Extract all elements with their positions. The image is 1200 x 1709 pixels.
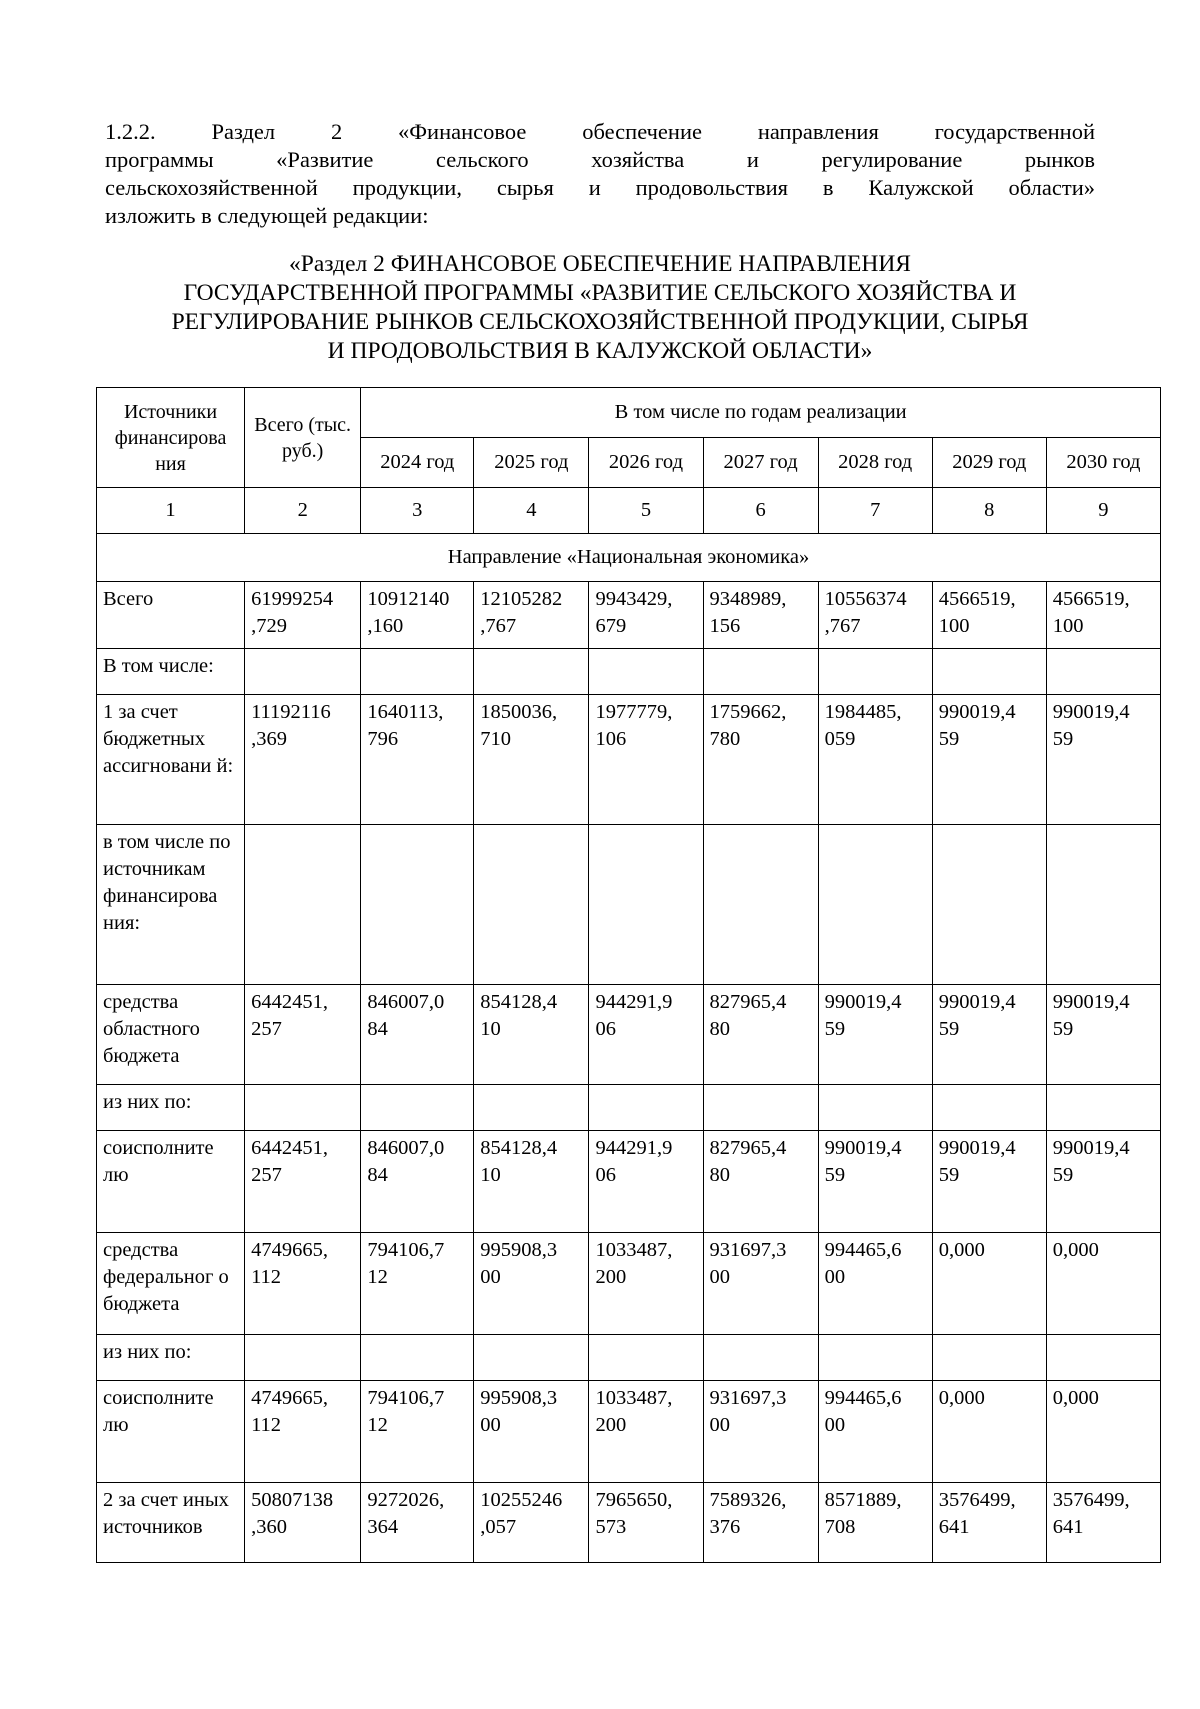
row-value: 995908,3 00	[474, 1233, 589, 1335]
row-value: 4566519, 100	[1046, 582, 1160, 649]
row-value: 10912140 ,160	[361, 582, 474, 649]
row-value: 12105282 ,767	[474, 582, 589, 649]
row-value	[589, 1085, 703, 1131]
row-value: 1759662, 780	[703, 695, 818, 825]
row-label: В том числе:	[97, 649, 245, 695]
column-number: 4	[474, 488, 589, 534]
row-value	[361, 825, 474, 985]
row-value	[474, 1335, 589, 1381]
row-value: 9272026, 364	[361, 1483, 474, 1563]
header-year: 2024 год	[361, 438, 474, 488]
row-value: 994465,6 00	[818, 1381, 932, 1483]
row-value	[703, 825, 818, 985]
row-value: 0,000	[1046, 1381, 1160, 1483]
column-number: 8	[932, 488, 1046, 534]
table-row	[97, 649, 1161, 695]
header-year: 2028 год	[818, 438, 932, 488]
table-row	[97, 695, 1161, 825]
row-value	[1046, 1335, 1160, 1381]
row-value	[818, 649, 932, 695]
row-value	[245, 649, 361, 695]
header-year: 2026 год	[589, 438, 703, 488]
column-number: 6	[703, 488, 818, 534]
row-value	[932, 649, 1046, 695]
row-value: 1640113, 796	[361, 695, 474, 825]
row-label: Всего	[97, 582, 245, 649]
heading-line: РЕГУЛИРОВАНИЕ РЫНКОВ СЕЛЬСКОХОЗЯЙСТВЕННОЙ ПРОДУКЦИИ, СЫРЬЯ	[171, 309, 1029, 335]
row-label: средства федеральног о бюджета	[97, 1233, 245, 1335]
row-value: 990019,4 59	[1046, 695, 1160, 825]
row-value	[361, 1085, 474, 1131]
row-value: 61999254 ,729	[245, 582, 361, 649]
row-value: 944291,9 06	[589, 1131, 703, 1233]
row-label: соисполните лю	[97, 1381, 245, 1483]
row-value: 1850036, 710	[474, 695, 589, 825]
column-number: 1	[97, 488, 245, 534]
row-label: 1 за счет бюджетных ассигновани й:	[97, 695, 245, 825]
row-value: 994465,6 00	[818, 1233, 932, 1335]
row-value: 827965,4 80	[703, 1131, 818, 1233]
row-label: из них по:	[97, 1335, 245, 1381]
table-row	[97, 1483, 1161, 1563]
row-value: 1033487, 200	[589, 1381, 703, 1483]
column-number: 2	[245, 488, 361, 534]
row-value: 794106,7 12	[361, 1381, 474, 1483]
row-label: соисполните лю	[97, 1131, 245, 1233]
row-value: 9348989, 156	[703, 582, 818, 649]
row-value: 990019,4 59	[818, 1131, 932, 1233]
header-year: 2030 год	[1046, 438, 1160, 488]
table-row	[97, 985, 1161, 1085]
row-value: 995908,3 00	[474, 1381, 589, 1483]
row-value	[245, 825, 361, 985]
row-value	[1046, 825, 1160, 985]
row-label: средства областного бюджета	[97, 985, 245, 1085]
row-value	[361, 1335, 474, 1381]
header-by-years: В том числе по годам реализации	[361, 388, 1161, 438]
row-value: 944291,9 06	[589, 985, 703, 1085]
header-year: 2029 год	[932, 438, 1046, 488]
section-heading	[100, 250, 1100, 366]
section-title: Направление «Национальная экономика»	[97, 534, 1161, 582]
header-total: Всего (тыс. руб.)	[245, 388, 361, 488]
row-value: 990019,4 59	[1046, 985, 1160, 1085]
row-value	[932, 1085, 1046, 1131]
row-value	[703, 1335, 818, 1381]
row-value: 1984485, 059	[818, 695, 932, 825]
row-value	[703, 649, 818, 695]
row-value	[932, 1335, 1046, 1381]
table-row	[97, 1131, 1161, 1233]
row-value: 990019,4 59	[818, 985, 932, 1085]
row-value	[818, 1335, 932, 1381]
intro-line: изложить в следующей редакции:	[105, 203, 429, 228]
row-value: 1033487, 200	[589, 1233, 703, 1335]
row-value: 8571889, 708	[818, 1483, 932, 1563]
row-value: 990019,4 59	[1046, 1131, 1160, 1233]
row-value	[474, 825, 589, 985]
row-value: 990019,4 59	[932, 695, 1046, 825]
row-label: из них по:	[97, 1085, 245, 1131]
row-value: 990019,4 59	[932, 1131, 1046, 1233]
row-value	[703, 1085, 818, 1131]
row-value: 827965,4 80	[703, 985, 818, 1085]
intro-paragraph	[105, 118, 1095, 230]
row-value: 931697,3 00	[703, 1381, 818, 1483]
heading-line: ГОСУДАРСТВЕННОЙ ПРОГРАММЫ «РАЗВИТИЕ СЕЛЬСКОГО ХОЗЯЙСТВА И	[183, 280, 1017, 306]
row-value	[245, 1335, 361, 1381]
table-row	[97, 1233, 1161, 1335]
table-row	[97, 1381, 1161, 1483]
row-value: 854128,4 10	[474, 1131, 589, 1233]
row-value: 7965650, 573	[589, 1483, 703, 1563]
row-label: 2 за счет иных источников	[97, 1483, 245, 1563]
row-value: 6442451, 257	[245, 1131, 361, 1233]
row-value: 4749665, 112	[245, 1381, 361, 1483]
row-value: 846007,0 84	[361, 985, 474, 1085]
table-row	[97, 582, 1161, 649]
header-source: Источники финансирова ния	[97, 388, 245, 488]
column-number: 9	[1046, 488, 1160, 534]
column-number: 7	[818, 488, 932, 534]
row-value: 11192116 ,369	[245, 695, 361, 825]
row-value	[818, 825, 932, 985]
row-value: 1977779, 106	[589, 695, 703, 825]
row-value	[589, 1335, 703, 1381]
heading-line: И ПРОДОВОЛЬСТВИЯ В КАЛУЖСКОЙ ОБЛАСТИ»	[327, 338, 873, 364]
row-value	[474, 649, 589, 695]
row-value: 990019,4 59	[932, 985, 1046, 1085]
row-value: 854128,4 10	[474, 985, 589, 1085]
row-value: 3576499, 641	[932, 1483, 1046, 1563]
row-value: 6442451, 257	[245, 985, 361, 1085]
intro-line: 1.2.2. Раздел 2 «Финансовое обеспечение направления государственной	[105, 119, 1095, 144]
row-value: 794106,7 12	[361, 1233, 474, 1335]
row-value: 10255246 ,057	[474, 1483, 589, 1563]
row-value	[474, 1085, 589, 1131]
row-value: 3576499, 641	[1046, 1483, 1160, 1563]
row-value: 0,000	[932, 1233, 1046, 1335]
heading-line: «Раздел 2 ФИНАНСОВОЕ ОБЕСПЕЧЕНИЕ НАПРАВЛЕНИЯ	[289, 251, 911, 277]
table-row	[97, 1085, 1161, 1131]
row-value: 931697,3 00	[703, 1233, 818, 1335]
column-number: 5	[589, 488, 703, 534]
row-value: 50807138 ,360	[245, 1483, 361, 1563]
row-value: 4749665, 112	[245, 1233, 361, 1335]
row-value: 7589326, 376	[703, 1483, 818, 1563]
financing-table	[96, 387, 1161, 1563]
row-value	[932, 825, 1046, 985]
intro-line: программы «Развитие сельского хозяйства и регулирование рынков	[105, 147, 1095, 172]
intro-line: сельскохозяйственной продукции, сырья и продовольствия в Калужской области»	[105, 175, 1095, 200]
header-year: 2027 год	[703, 438, 818, 488]
table-row	[97, 825, 1161, 985]
row-value: 846007,0 84	[361, 1131, 474, 1233]
row-value: 4566519, 100	[932, 582, 1046, 649]
row-value	[361, 649, 474, 695]
row-value	[818, 1085, 932, 1131]
row-value	[589, 649, 703, 695]
table-row	[97, 1335, 1161, 1381]
row-value: 0,000	[1046, 1233, 1160, 1335]
row-value	[1046, 1085, 1160, 1131]
row-value: 10556374 ,767	[818, 582, 932, 649]
row-value	[589, 825, 703, 985]
header-year: 2025 год	[474, 438, 589, 488]
column-number: 3	[361, 488, 474, 534]
row-value	[245, 1085, 361, 1131]
row-value	[1046, 649, 1160, 695]
row-value: 0,000	[932, 1381, 1046, 1483]
row-label: в том числе по источникам финансирова ния:	[97, 825, 245, 985]
row-value: 9943429, 679	[589, 582, 703, 649]
